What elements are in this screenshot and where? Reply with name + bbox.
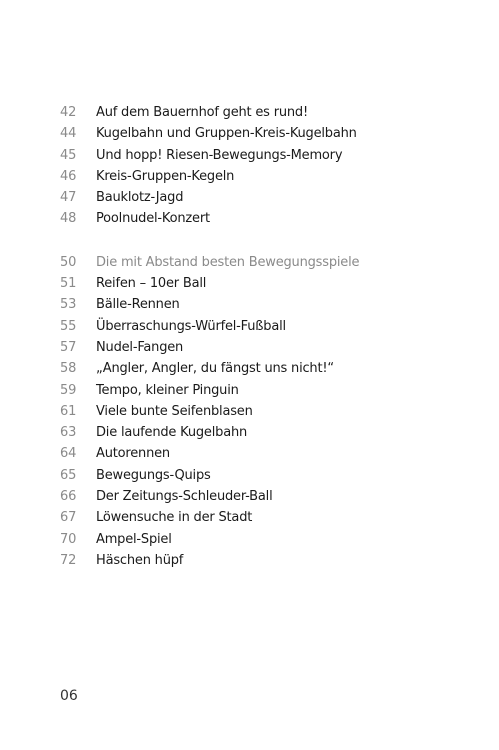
toc-page-number: 59 (60, 382, 77, 398)
toc-entry (60, 468, 480, 489)
toc-entry (60, 553, 480, 574)
toc-entry (60, 404, 480, 425)
toc-entry (60, 105, 480, 126)
page-number: 06 (60, 688, 78, 704)
toc-page-number: 42 (60, 105, 77, 120)
toc-entry-title: Poolnudel-Konzert (96, 211, 210, 227)
toc-entry-title: Häschen hüpf (96, 552, 184, 568)
toc-entry (60, 297, 480, 318)
toc-entry (60, 148, 480, 169)
section-spacer (60, 233, 480, 255)
toc-page-number: 63 (60, 425, 77, 441)
toc-entry-title: Auf dem Bauernhof geht es rund! (96, 105, 308, 120)
toc-entry-title: Überraschungs-Würfel-Fußball (96, 318, 286, 334)
toc-entry-title: Autorennen (96, 446, 170, 462)
toc-entry (60, 319, 480, 340)
toc-entry (60, 169, 480, 190)
toc-page-number: 48 (60, 211, 77, 227)
toc-entry-title: Der Zeitungs-Schleuder-Ball (96, 489, 273, 505)
toc-page-number: 45 (60, 147, 77, 163)
toc-entry-title: Kreis-Gruppen-Kegeln (96, 168, 235, 184)
toc-page-number: 44 (60, 126, 77, 142)
toc-entry (60, 126, 480, 147)
toc-page-number: 57 (60, 339, 77, 355)
toc-entry-title: „Angler, Angler, du fängst uns nicht!“ (96, 361, 334, 377)
toc-entry-title: Tempo, kleiner Pinguin (96, 382, 239, 398)
toc-entry (60, 425, 480, 446)
toc-entry-title: Löwensuche in der Stadt (96, 510, 253, 526)
toc-entry-title: Bewegungs-Quips (96, 467, 211, 483)
toc-entry (60, 532, 480, 553)
toc-page-number: 65 (60, 467, 77, 483)
toc-entry-title: Ampel-Spiel (96, 531, 172, 547)
toc-entry-title: Reifen – 10er Ball (96, 276, 207, 292)
toc-entry (60, 340, 480, 361)
toc-page-number: 64 (60, 446, 77, 462)
toc-entry-title: Viele bunte Seifenblasen (96, 403, 253, 419)
toc-entry (60, 190, 480, 211)
toc-entry (60, 211, 480, 232)
section-title: Die mit Abstand besten Bewegungsspiele (96, 254, 360, 270)
toc-entry-title: Und hopp! Riesen-Bewegungs-Memory (96, 147, 343, 163)
toc-entry-title: Bälle-Rennen (96, 297, 180, 313)
toc-entry-title: Nudel-Fangen (96, 339, 184, 355)
toc-entry-title: Kugelbahn und Gruppen-Kreis-Kugelbahn (96, 126, 357, 142)
toc-page-number: 58 (60, 361, 77, 377)
toc-page-number: 61 (60, 403, 77, 419)
toc-page-number: 51 (60, 276, 77, 292)
toc-page-number: 67 (60, 510, 77, 526)
toc-entry-title: Bauklotz-Jagd (96, 190, 184, 206)
toc-entry (60, 383, 480, 404)
toc-page-number: 72 (60, 552, 77, 568)
toc-entry-title: Die laufende Kugelbahn (96, 425, 248, 441)
toc-entry (60, 361, 480, 382)
toc-entry (60, 489, 480, 510)
toc-page-number: 46 (60, 168, 77, 184)
toc-page-number: 66 (60, 489, 77, 505)
toc-page-number: 70 (60, 531, 77, 547)
toc-entry (60, 510, 480, 531)
toc-page-number: 53 (60, 297, 77, 313)
toc-page-number: 47 (60, 190, 77, 206)
toc-page-number: 55 (60, 318, 77, 334)
toc-entry (60, 446, 480, 467)
toc-entry (60, 276, 480, 297)
toc-page-number: 50 (60, 254, 77, 270)
table-of-contents (60, 105, 480, 574)
toc-section-heading (60, 255, 480, 276)
